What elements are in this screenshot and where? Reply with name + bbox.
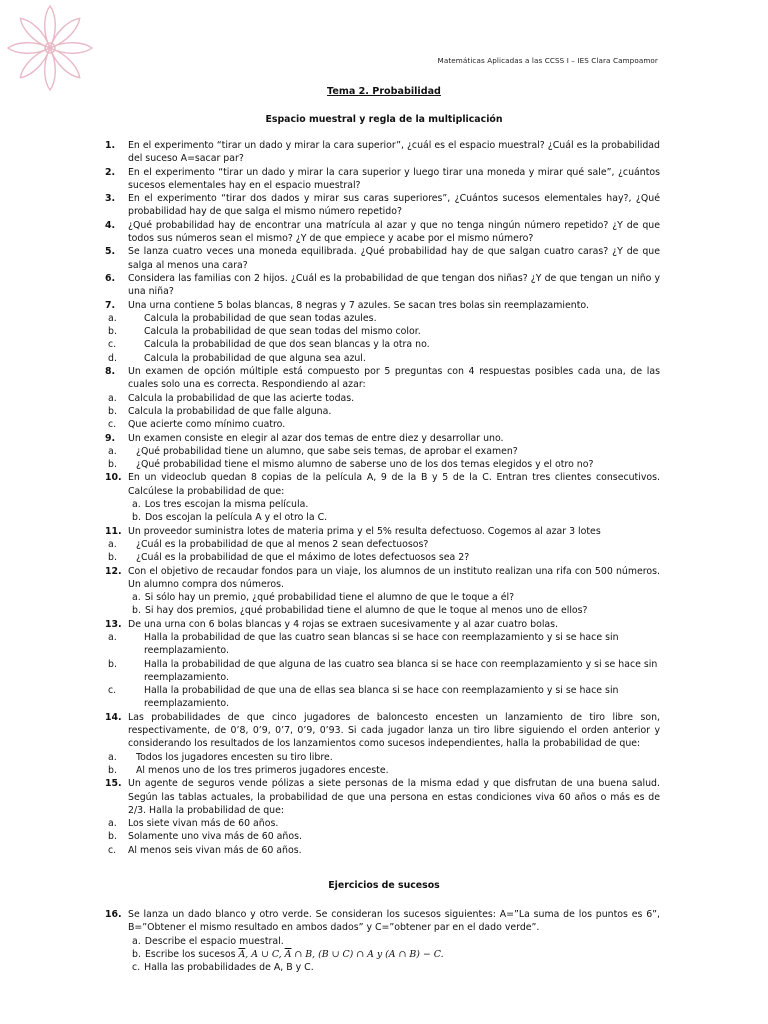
exercise-subitem [108, 751, 660, 764]
subitem-text: ¿Qué probabilidad tiene el mismo alumno de saberse uno de los dos temas elegidos y el otro no? [136, 459, 594, 471]
exercise-subitem [108, 631, 660, 658]
subitem-text: Halla la probabilidad de que una de ellas sea blanca si se hace con reemplazamiento y si se hace sin reemplazamiento. [144, 685, 619, 710]
exercise-item [105, 777, 660, 817]
subitem-text: Al menos uno de los tres primeros jugadores enceste. [136, 764, 389, 776]
exercise-subitem [108, 405, 660, 418]
exercise-text: Un proveedor suministra lotes de materia prima y el 5% resulta defectuoso. Cogemos al azar 3 lotes [128, 525, 601, 537]
exercise-16 [105, 908, 660, 974]
subitem-label: b. [108, 831, 117, 843]
exercise-number: 9. [105, 432, 116, 444]
subitem-text: Describe el espacio muestral. [144, 935, 284, 947]
exercise-item [105, 908, 660, 935]
page-title: Tema 2. Probabilidad [327, 86, 441, 97]
exercise-subitem [108, 458, 660, 471]
exercise-subitem [108, 830, 660, 843]
exercise-number: 6. [105, 272, 116, 284]
exercise-text: En el experimento “tirar un dado y mirar la cara superior”, ¿cuál es el espacio muestral? ¿Cuál es la probabilidad del suceso A=sacar par? [128, 140, 660, 165]
exercise-list [105, 139, 660, 857]
subitem-label: a. [108, 392, 117, 404]
subitem-label: b. [132, 605, 141, 617]
subitem-text: Todos los jugadores encesten su tiro libre. [136, 751, 333, 763]
subitem-text: ¿Cuál es la probabilidad de que el máximo de lotes defectuosos sea 2? [136, 552, 470, 564]
subitem-label: c. [108, 844, 117, 856]
exercise-item [105, 139, 660, 166]
exercise-number: 3. [105, 193, 116, 205]
exercise-subitem [108, 392, 660, 405]
exercise-subitem [108, 764, 660, 777]
subitem-label: b. [108, 764, 117, 776]
subitem-text: Halla la probabilidad de que alguna de las cuatro sea blanca si se hace con reemplazamiento y si se hace sin reemplazamiento. [144, 658, 658, 683]
subitem-text: Los siete vivan más de 60 años. [128, 818, 279, 830]
exercise-number: 16. [105, 909, 122, 920]
subitem-label: a. [108, 445, 117, 457]
exercise-number: 5. [105, 246, 116, 258]
exercise-item [105, 432, 660, 445]
exercise-text: Considera las familias con 2 hijos. ¿Cuál es la probabilidad de que tengan dos niñas? ¿Y de que tengan un niño y una niña? [128, 272, 660, 298]
exercise-subitem [108, 418, 660, 431]
section-title-events: Ejercicios de sucesos [328, 880, 440, 891]
subitem-text: Al menos seis vivan más de 60 años. [128, 844, 302, 856]
exercise-item [105, 192, 660, 219]
subitem-label: a. [108, 538, 117, 550]
exercise-number: 15. [105, 778, 122, 790]
subitem-label: c. [108, 685, 117, 697]
exercise-subitem [108, 338, 660, 351]
exercise-item [105, 365, 660, 392]
exercise-item [105, 525, 660, 538]
exercise-subitem [108, 817, 660, 830]
subitem-label: b. [132, 512, 141, 524]
subitem-label: a. [108, 312, 117, 324]
flower-logo-icon [4, 2, 96, 94]
subitem-text: Calcula la probabilidad de que alguna sea azul. [144, 352, 366, 364]
exercise-number: 2. [105, 166, 116, 178]
exercise-subitem [108, 844, 660, 857]
page-header: Matemáticas Aplicadas a las CCSS I – IES Clara Campoamor [437, 56, 658, 65]
exercise-number: 12. [105, 565, 122, 577]
exercise-subitem [108, 445, 660, 458]
subitem-label: a. [108, 751, 117, 763]
exercise-item [105, 245, 660, 272]
exercise-text: Las probabilidades de que cinco jugadores de baloncesto encesten un lanzamiento de tiro libre son, respectivamente, de 0’8, 0’9, 0’7, 0’9, 0’93. Si cada jugador lanza un tiro libre siguiendo el orden anterior y considerando los resultados de los lanzamientos como sucesos independientes, halla la probabilidad de que: [128, 711, 660, 750]
subitem-text: Los tres escojan la misma película. [144, 499, 309, 511]
exercise-text: De una urna con 6 bolas blancas y 4 rojas se extraen sucesivamente y al azar cuatro bolas. [128, 618, 559, 630]
exercise-number: 1. [105, 140, 116, 151]
exercise-number: 11. [105, 525, 122, 537]
subitem-text: Calcula la probabilidad de que las acierte todas. [128, 392, 355, 404]
subitem-text: Solamente uno viva más de 60 años. [128, 831, 302, 843]
exercise-text: En el experimento “tirar un dado y mirar la cara superior y luego tirar una moneda y mirar qué sale”, ¿cuántos sucesos elementales hay en el espacio muestral? [128, 166, 660, 191]
exercise-subitem [108, 961, 660, 974]
exercise-number: 13. [105, 618, 122, 630]
exercise-subitem [108, 658, 660, 685]
exercise-number: 10. [105, 472, 122, 484]
subitem-label: a. [132, 592, 141, 604]
exercise-subitem [108, 538, 660, 551]
exercise-number: 4. [105, 219, 116, 231]
subitem-text: Si sólo hay un premio, ¿qué probabilidad tiene el alumno de que le toque a él? [144, 592, 515, 604]
exercise-subitem [108, 352, 660, 365]
subitem-text: Dos escojan la película A y el otro la C. [144, 512, 328, 524]
subitem-label: a. [132, 935, 141, 947]
exercise-text: ¿Qué probabilidad hay de encontrar una matrícula al azar y que no tenga ningún número repetido? ¿Y de que todos sus números sean el mismo? ¿Y de que empiece y acabe por el mismo número? [128, 219, 660, 245]
exercise-text: Un agente de seguros vende pólizas a siete personas de la misma edad y que disfrutan de una buena salud. Según las tablas actuales, la probabilidad de que una persona en estas condiciones viva 60 años o más es de 2/3. Halla la probabilidad de que: [128, 778, 660, 816]
exercise-item [105, 272, 660, 299]
subitem-label: b. [108, 459, 117, 471]
exercise-subitem [108, 325, 660, 338]
exercise-text: En el experimento “tirar dos dados y mirar sus caras superiores”, ¿Cuántos sucesos elementales hay?, ¿Qué probabilidad hay de que salga el mismo número repetido? [128, 193, 660, 218]
exercise-text: Con el objetivo de recaudar fondos para un viaje, los alumnos de un instituto realizan una rifa con 500 números. Un alumno compra dos números. [128, 565, 660, 590]
subitem-label: a. [108, 631, 117, 643]
subitem-text: Escribe los sucesos [144, 948, 236, 960]
exercise-subitem [108, 948, 660, 961]
exercise-item [105, 471, 660, 498]
subitem-label: c. [108, 419, 117, 431]
exercise-item [105, 166, 660, 193]
exercise-text: Un examen consiste en elegir al azar dos temas de entre diez y desarrollar uno. [128, 432, 504, 444]
exercise-item [105, 299, 660, 312]
exercise-text: Se lanza cuatro veces una moneda equilibrada. ¿Qué probabilidad hay de que salgan cuatro caras? ¿Y de que salga al menos una cara? [128, 246, 660, 271]
exercise-item [105, 219, 660, 246]
section-title-sample-space: Espacio muestral y regla de la multiplicación [265, 114, 503, 125]
exercise-subitem [108, 684, 660, 711]
exercise-number: 8. [105, 366, 116, 378]
subitem-text: Calcula la probabilidad de que sean todas del mismo color. [144, 326, 421, 338]
subitem-text: Halla la probabilidad de que las cuatro sean blancas si se hace con reemplazamiento y si se hace sin reemplazamiento. [144, 631, 619, 657]
subitem-text: Halla las probabilidades de A, B y C. [144, 962, 314, 974]
subitem-label: c. [132, 962, 141, 974]
subitem-text: Calcula la probabilidad de que dos sean blancas y la otra no. [144, 339, 430, 351]
exercise-subitem [108, 604, 660, 617]
exercise-number: 7. [105, 299, 116, 311]
exercise-text: Un examen de opción múltiple está compuesto por 5 preguntas con 4 respuestas posibles cada una, de las cuales solo una es correcta. Respondiendo al azar: [128, 366, 660, 391]
exercise-number: 14. [105, 711, 122, 723]
subitem-label: b. [108, 405, 117, 417]
exercise-subitem [108, 591, 660, 604]
set-expression: $\overline{A}$, A ∪ C, $\overline{A}$ ∩ B, (B ∪ C) ∩ A y (A ∩ B) − C. [238, 948, 444, 960]
subitem-text: ¿Cuál es la probabilidad de que al menos 2 sean defectuosos? [136, 538, 429, 550]
subitem-text: Calcula la probabilidad de que falle alguna. [128, 405, 332, 417]
subitem-label: b. [108, 326, 117, 338]
exercise-text: En un videoclub quedan 8 copias de la película A, 9 de la B y 5 de la C. Entran tres clientes consecutivos. Calcúlese la probabilidad de que: [128, 472, 660, 497]
exercise-subitem [108, 312, 660, 325]
exercise-subitem [108, 511, 660, 524]
exercise-item [105, 618, 660, 631]
exercise-item [105, 711, 660, 751]
subitem-label: d. [108, 352, 117, 364]
subitem-label: b. [108, 658, 117, 670]
subitem-label: b. [132, 948, 141, 960]
subitem-label: b. [108, 552, 117, 564]
subitem-label: a. [108, 818, 117, 830]
subitem-label: c. [108, 339, 117, 351]
subitem-label: a. [132, 499, 141, 511]
exercise-text: Se lanza un dado blanco y otro verde. Se consideran los sucesos siguientes: A=”La suma de los puntos es 6”, B=”Obtener el mismo resultado en ambos dados” y C=”obtener par en el dado verde”. [128, 909, 660, 934]
exercise-subitem [108, 498, 660, 511]
subitem-text: Si hay dos premios, ¿qué probabilidad tiene el alumno de que le toque al menos uno de ellos? [144, 605, 588, 617]
exercise-text: Una urna contiene 5 bolas blancas, 8 negras y 7 azules. Se sacan tres bolas sin reemplazamiento. [128, 299, 589, 311]
exercise-item [105, 565, 660, 592]
subitem-text: Que acierte como mínimo cuatro. [128, 419, 286, 431]
subitem-text: Calcula la probabilidad de que sean todas azules. [144, 312, 377, 324]
exercise-subitem [108, 551, 660, 564]
subitem-text: ¿Qué probabilidad tiene un alumno, que sabe seis temas, de aprobar el examen? [136, 445, 518, 457]
exercise-subitem [108, 935, 660, 948]
